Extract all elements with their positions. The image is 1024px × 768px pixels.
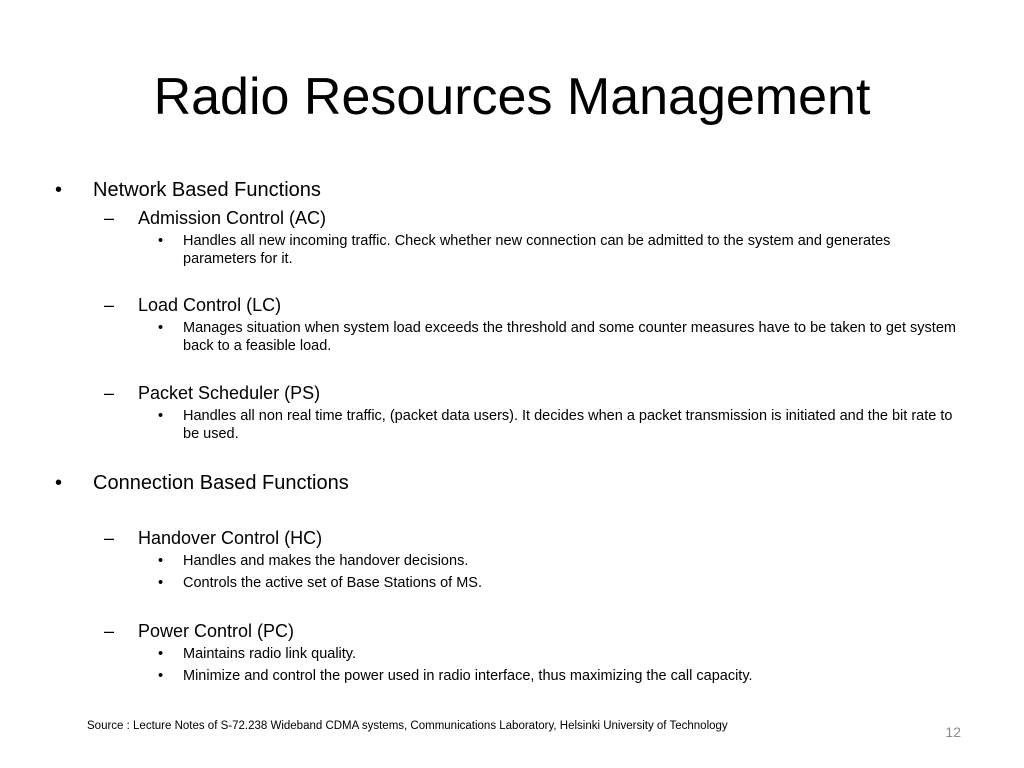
bullet-load-control-desc	[158, 319, 958, 355]
bullet-text: Packet Scheduler (PS)	[138, 383, 321, 403]
bullet-text: Controls the active set of Base Stations of MS.	[183, 575, 483, 591]
bullet-power-control	[104, 620, 294, 642]
bullet-power-desc-2	[158, 667, 958, 685]
bullet-power-desc-1	[158, 645, 958, 663]
dash-marker: –	[104, 295, 115, 315]
bullet-marker: •	[158, 553, 164, 569]
bullet-marker: •	[158, 233, 164, 249]
bullet-text: Handles and makes the handover decisions.	[183, 553, 469, 569]
dash-marker: –	[104, 621, 115, 641]
dash-marker: –	[104, 528, 115, 548]
bullet-text: Maintains radio link quality.	[183, 646, 357, 662]
dash-marker: –	[104, 208, 115, 228]
bullet-marker: •	[158, 668, 164, 684]
bullet-connection-functions	[55, 471, 349, 495]
bullet-marker: •	[158, 646, 164, 662]
bullet-admission-control	[104, 207, 326, 229]
bullet-marker: •	[158, 575, 164, 591]
bullet-handover-desc-1	[158, 552, 958, 570]
bullet-text: Network Based Functions	[93, 179, 321, 201]
bullet-text: Manages situation when system load exceeds the threshold and some counter measures have to be taken to get system back to a feasible load.	[183, 320, 956, 354]
bullet-handover-desc-2	[158, 574, 958, 592]
slide-title: Radio Resources Management	[153, 68, 871, 126]
bullet-load-control	[104, 294, 281, 316]
bullet-handover-control	[104, 527, 322, 549]
bullet-marker: •	[55, 472, 63, 494]
bullet-text: Minimize and control the power used in radio interface, thus maximizing the call capacity.	[183, 668, 753, 684]
bullet-marker: •	[158, 320, 164, 336]
bullet-marker: •	[158, 408, 164, 424]
dash-marker: –	[104, 383, 115, 403]
bullet-packet-scheduler-desc	[158, 407, 958, 443]
bullet-network-functions	[55, 178, 321, 202]
source-citation: Source : Lecture Notes of S-72.238 Wideband CDMA systems, Communications Laboratory, Helsinki University of Technology	[87, 720, 728, 732]
bullet-admission-control-desc	[158, 232, 958, 268]
bullet-text: Power Control (PC)	[138, 621, 295, 641]
bullet-text: Admission Control (AC)	[138, 208, 327, 228]
bullet-text: Handles all new incoming traffic. Check whether new connection can be admitted to the system and generates parameters for it.	[183, 233, 891, 267]
bullet-text: Load Control (LC)	[138, 295, 282, 315]
bullet-packet-scheduler	[104, 382, 320, 404]
bullet-text: Handles all non real time traffic, (packet data users). It decides when a packet transmission is initiated and the bit rate to be used.	[183, 408, 953, 442]
bullet-marker: •	[55, 179, 63, 201]
bullet-text: Connection Based Functions	[93, 472, 349, 494]
page-number: 12	[945, 724, 961, 740]
bullet-text: Handover Control (HC)	[138, 528, 323, 548]
